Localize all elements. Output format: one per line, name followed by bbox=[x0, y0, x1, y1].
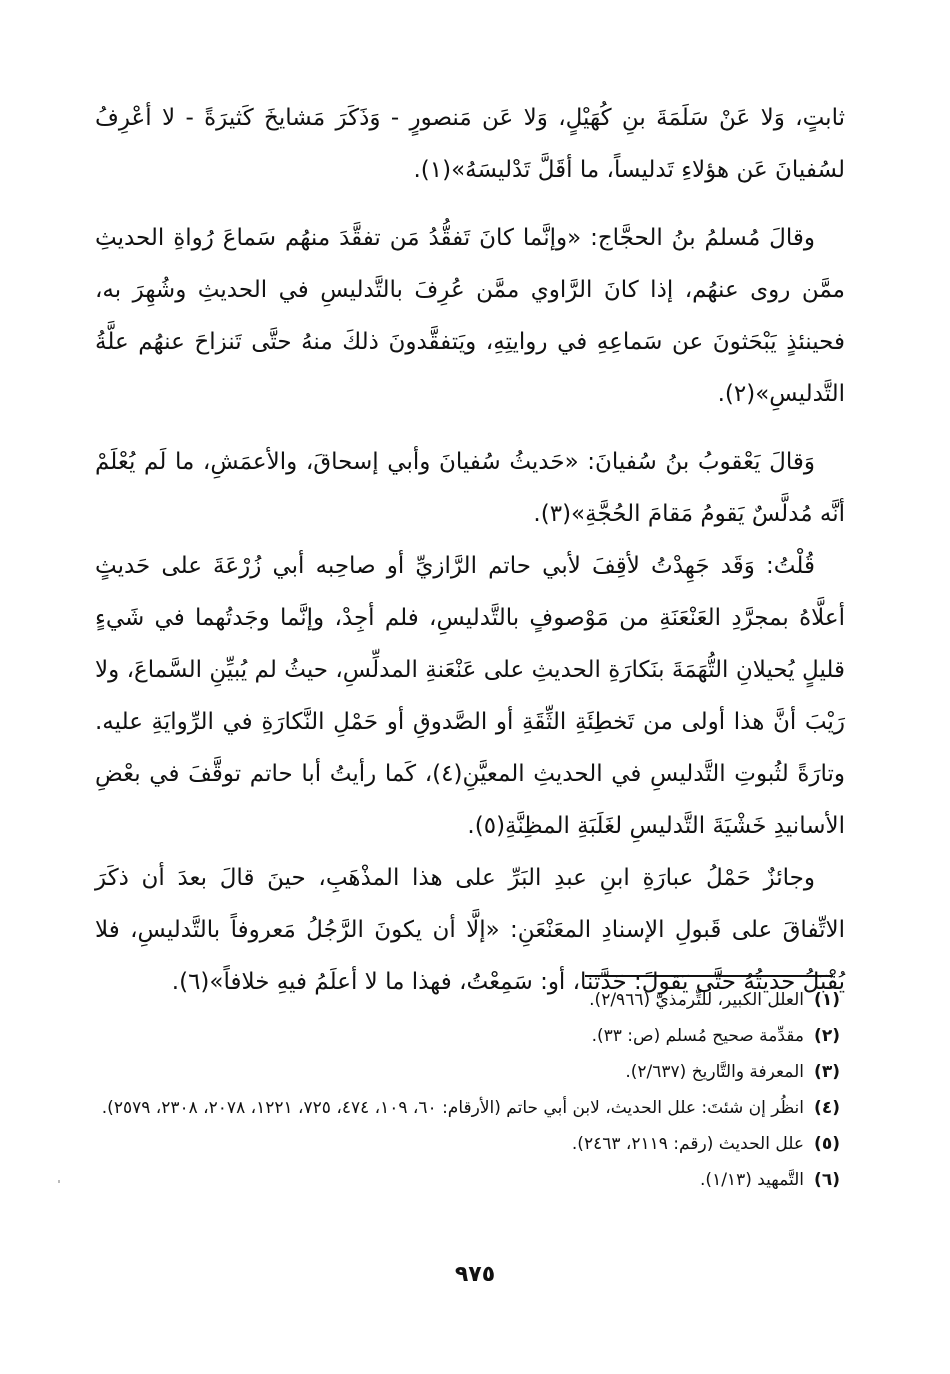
footnote-text: انظُر إن شئتَ: علل الحديث، لابن أبي حاتم (الأرقام: ٦٠، ١٠٩، ٤٧٤، ٧٢٥، ١٢٢١، ٢٠٧٨، ٢٣٠٨، ٢٥٧٩). bbox=[101, 1098, 804, 1118]
footnote-4 bbox=[95, 1093, 840, 1123]
footnote-divider bbox=[585, 975, 833, 977]
footnote-text: التَّمهيد (١/١٣). bbox=[700, 1170, 804, 1190]
paragraph-3: وَقالَ يَعْقوبُ بنُ سُفيانَ: «حَديثُ سُفيانَ وأبي إسحاقَ، والأعمَشِ، ما لَم يُعْلَمْ أنَّه مُدلَّسٌ يَقومُ مَقامَ الحُجَّةِ»(٣). bbox=[95, 449, 845, 527]
footnote-1 bbox=[95, 985, 840, 1015]
footnote-6 bbox=[95, 1165, 840, 1195]
paragraph-4: قُلْتُ: وَقَد جَهِدْتُ لأقِفَ لأبي حاتم الرَّازيِّ أو صاحِبه أبي زُرْعَةَ على حَديثٍ أعلَّاهُ بمجرَّدِ العَنْعَنَةِ من مَوْصوفٍ بالتَّدليسِ، فلم أجِدْ، وإنَّما وجَدتُهما في شَيءٍ قليلٍ يُحيلانِ التُّهَمَةَ بنَكارَةِ الحديثِ على عَنْعَنةِ المدلِّسِ، حيثُ لم يُبيِّنِ السَّماعَ، ولا رَيْبَ أنَّ هذا أولى من تَخطِئَةِ الثِّقَةِ أو الصَّدوقِ أو حَمْلِ النَّكارَةِ في الرِّوايَةِ عليه. وتارَةً لثُبوتِ التَّدليسِ في الحديثِ المعيَّنِ(٤)، كَما رأيتُ أبا حاتم توقَّفَ في بعْضِ الأسانيدِ خَشْيَةَ التَّدليسِ لغَلَبَةِ المظِنَّةِ(٥). bbox=[95, 553, 845, 839]
scan-speck bbox=[58, 1180, 60, 1183]
footnote-text: علل الحديث (رقم: ٢١١٩، ٢٤٦٣). bbox=[571, 1134, 804, 1154]
paragraph-1: ثابتٍ، وَلا عَنْ سَلَمَةَ بنِ كُهَيْلٍ، وَلا عَن مَنصورٍ - وَذَكَرَ مَشايخَ كَثيرَةً - لا أعْرِفُ لسُفيانَ عَن هؤلاءِ تَدليساً، ما أقَلَّ تَدْليسَهُ»(١). bbox=[95, 105, 845, 183]
paragraph-5: وجائزٌ حَمْلُ عبارَةِ ابنِ عبدِ البَرِّ على هذا المذْهَبِ، حينَ قالَ بعدَ أن ذكَرَ الاتِّفاقَ على قَبولِ الإسنادِ المعَنْعَنِ: «إلَّا أن يكونَ الرَّجُلُ مَعروفاً بالتَّدليسِ، فلا يُقْبَلُ حديثُهُ حتَّى يَقولَ: حَدَّثنا، أو: سَمِعْتُ، فهذا ما لا أعلَمُ فيهِ خلافاً»(٦). bbox=[95, 865, 845, 995]
footnote-number: (١) bbox=[814, 990, 840, 1010]
footnote-3 bbox=[95, 1057, 840, 1087]
footnotes bbox=[95, 985, 840, 1201]
footnote-number: (٢) bbox=[814, 1026, 840, 1046]
footnote-number: (٦) bbox=[814, 1170, 840, 1190]
footnote-text: مقدِّمة صحيح مُسلم (ص: ٣٣). bbox=[591, 1026, 804, 1046]
footnote-number: (٤) bbox=[814, 1098, 840, 1118]
main-text bbox=[95, 92, 845, 1008]
footnote-number: (٣) bbox=[814, 1062, 840, 1082]
paragraph-2: وقالَ مُسلمُ بنُ الحجَّاج: «وإنَّما كانَ تَفقُّدُ مَن تفقَّدَ منهُم سَماعَ رُواةِ الحديثِ ممَّن روى عنهُم، إذا كانَ الرَّاوي ممَّن عُرِفَ بالتَّدليسِ في الحديثِ وشُهِرَ به، فحينئذٍ يَبْحَثونَ عن سَماعِهِ في روايتِهِ، ويَتفقَّدونَ ذلكَ منهُ حتَّى تَنزاحَ عنهُم علَّةُ التَّدليسِ»(٢). bbox=[95, 225, 845, 407]
page-number: ٩٧٥ bbox=[454, 1262, 496, 1287]
footnote-text: العلل الكبير، للتِّرمذيّ (٢/٩٦٦). bbox=[589, 990, 804, 1010]
footnote-text: المعرفة والتَّاريخ (٢/٦٣٧). bbox=[625, 1062, 804, 1082]
footnote-2 bbox=[95, 1021, 840, 1051]
footnote-5 bbox=[95, 1129, 840, 1159]
footnote-number: (٥) bbox=[814, 1134, 840, 1154]
